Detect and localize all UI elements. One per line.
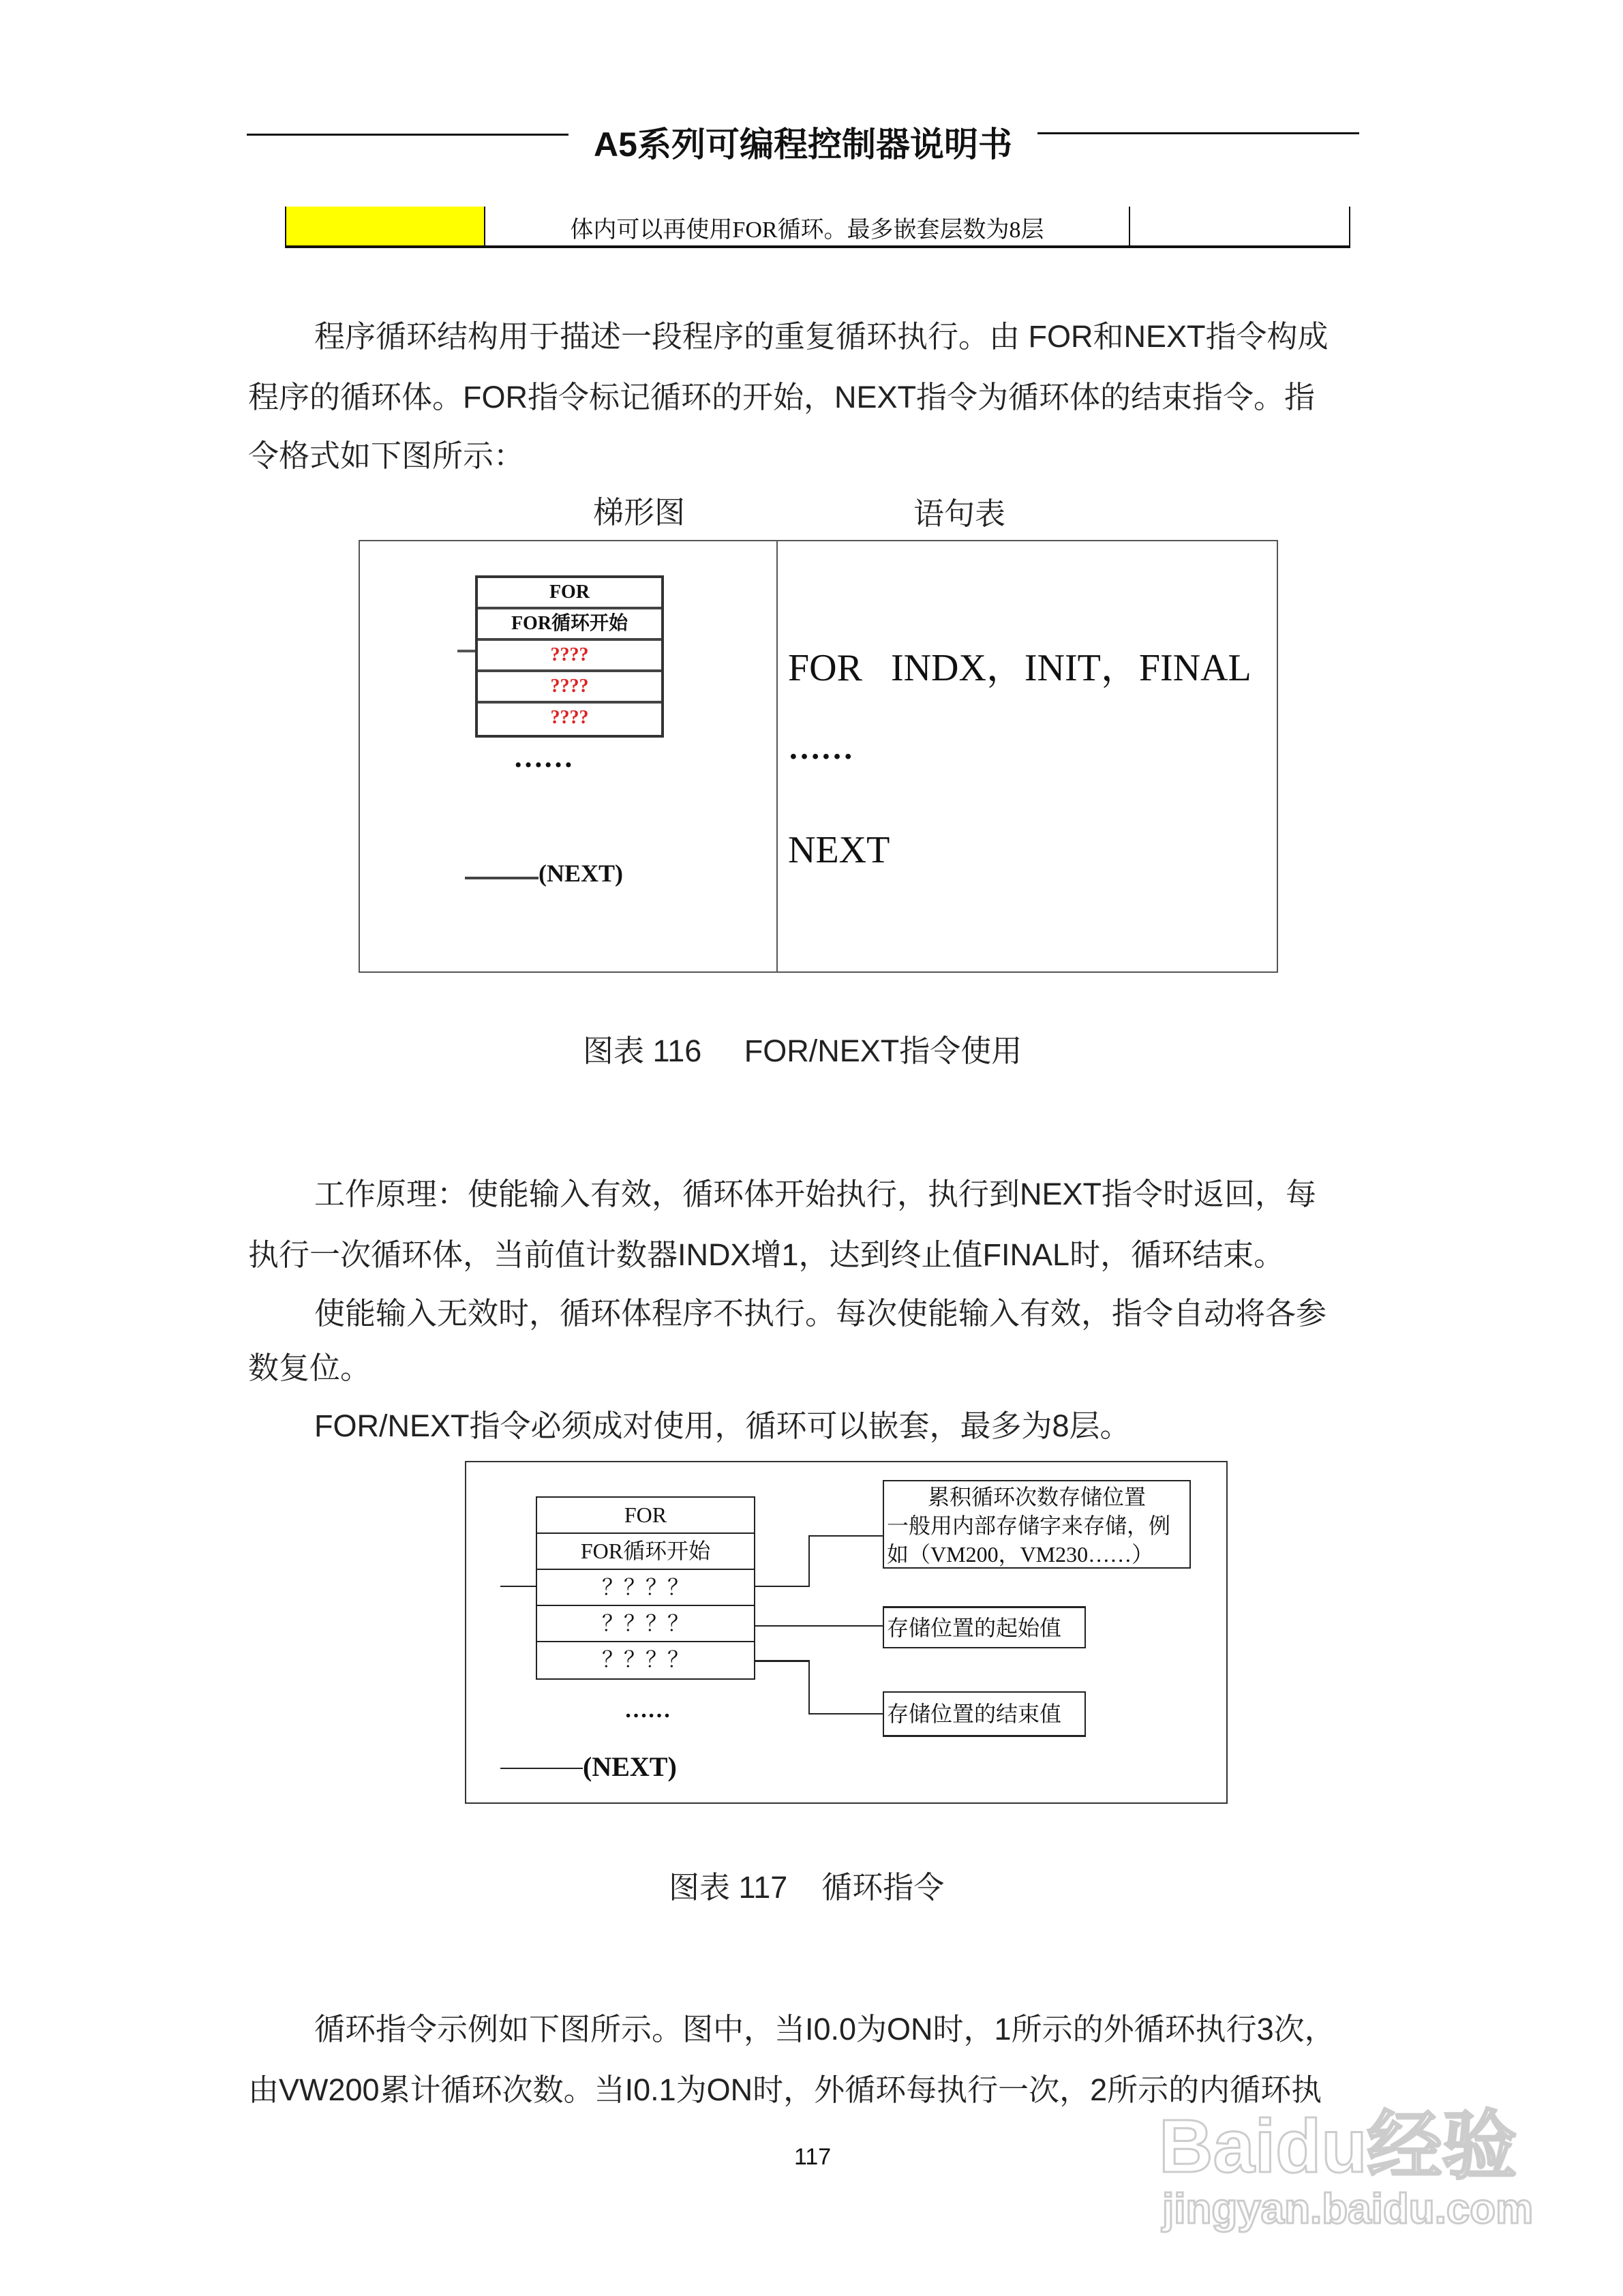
for-function-block xyxy=(475,575,664,738)
watermark-url: jingyan.baidu.com xyxy=(1162,2186,1534,2233)
paragraph-line: 由VW200累计循环次数。当I0.1为ON时，外循环每执行一次，2所示的内循环执 xyxy=(248,2072,1322,2107)
paragraph-line: 执行一次循环体，当前值计数器INDX增1，达到终止值FINAL时，循环结束。 xyxy=(248,1237,1285,1272)
connector xyxy=(808,1713,883,1715)
note-line: 如（VM200，VM230……） xyxy=(887,1542,1154,1567)
stl-line-for: FOR INDX，INIT，FINAL xyxy=(788,647,1252,689)
stl-line-next: NEXT xyxy=(788,829,890,871)
block-row: FOR循环开始 xyxy=(478,609,661,641)
paragraph-line: 工作原理：使能输入有效，循环体开始执行，执行到NEXT指令时返回，每 xyxy=(314,1177,1317,1211)
watermark-logo: Baidu经验 xyxy=(1159,2104,1517,2188)
note-line: 一般用内部存储字来存储，例 xyxy=(887,1513,1171,1538)
note-indx xyxy=(883,1480,1191,1569)
ladder-diagram-label: 梯形图 xyxy=(593,495,686,530)
statement-list-label: 语句表 xyxy=(913,496,1006,531)
connector xyxy=(808,1660,810,1715)
ladder-ellipsis: …… xyxy=(513,740,573,774)
page-header-title: A5系列可编程控制器说明书 xyxy=(594,125,1012,164)
connector xyxy=(755,1660,808,1662)
block-row: FOR循环开始 xyxy=(537,1534,754,1570)
paragraph-line: 使能输入无效时，循环体程序不执行。每次使能输入有效，指令自动将各参 xyxy=(314,1296,1327,1331)
coil-wire xyxy=(500,1768,583,1769)
header-rule-right xyxy=(1037,132,1359,134)
block-row: FOR xyxy=(537,1498,754,1534)
figure-caption: 图表 116 FOR/NEXT指令使用 xyxy=(583,1033,1022,1068)
table-cell-text: 体内可以再使用FOR循环。最多嵌套层数为8层 xyxy=(570,217,1044,243)
ladder-ellipsis: …… xyxy=(624,1697,671,1723)
note-final: 存储位置的结束值 xyxy=(883,1691,1086,1737)
paragraph-line: FOR/NEXT指令必须成对使用，循环可以嵌套，最多为8层。 xyxy=(314,1408,1131,1443)
block-param-init: ？？？？ xyxy=(537,1606,754,1642)
block-row: FOR xyxy=(478,578,661,609)
enable-input-stub xyxy=(457,650,475,652)
connector xyxy=(755,1586,808,1587)
connector xyxy=(808,1535,810,1587)
block-param-indx: ？？？？ xyxy=(537,1570,754,1606)
stl-line-ellipsis: …… xyxy=(788,730,853,766)
paragraph-line: 循环指令示例如下图所示。图中，当I0.0为ON时，1所示的外循环执行3次， xyxy=(314,2012,1335,2046)
connector xyxy=(755,1625,883,1627)
continued-table xyxy=(285,207,1350,248)
table-divider xyxy=(776,541,778,971)
block-param-init: ???? xyxy=(478,672,661,704)
for-function-block xyxy=(536,1496,755,1680)
connector xyxy=(808,1535,883,1537)
paragraph-line: 令格式如下图所示： xyxy=(248,438,525,473)
table-divider xyxy=(1129,207,1130,245)
block-param-final: ？？？？ xyxy=(601,1647,689,1672)
block-param-final: ???? xyxy=(550,707,589,728)
block-param-indx: ???? xyxy=(478,641,661,672)
page-number: 117 xyxy=(794,2144,832,2170)
note-init: 存储位置的起始值 xyxy=(883,1606,1086,1648)
next-coil: (NEXT) xyxy=(539,860,623,887)
next-coil: (NEXT) xyxy=(583,1751,677,1782)
note-line: 累积循环次数存储位置 xyxy=(927,1485,1146,1509)
coil-wire xyxy=(465,877,539,879)
paragraph-line: 程序循环结构用于描述一段程序的重复循环执行。由 FOR和NEXT指令构成 xyxy=(314,319,1329,354)
enable-input-stub xyxy=(500,1586,536,1587)
highlight-cell xyxy=(286,207,485,245)
paragraph-line: 程序的循环体。FOR指令标记循环的开始，NEXT指令为循环体的结束指令。指 xyxy=(248,380,1316,414)
paragraph-line: 数复位。 xyxy=(248,1350,371,1385)
header-rule-left xyxy=(247,134,568,136)
figure-caption: 图表 117 循环指令 xyxy=(669,1870,945,1905)
